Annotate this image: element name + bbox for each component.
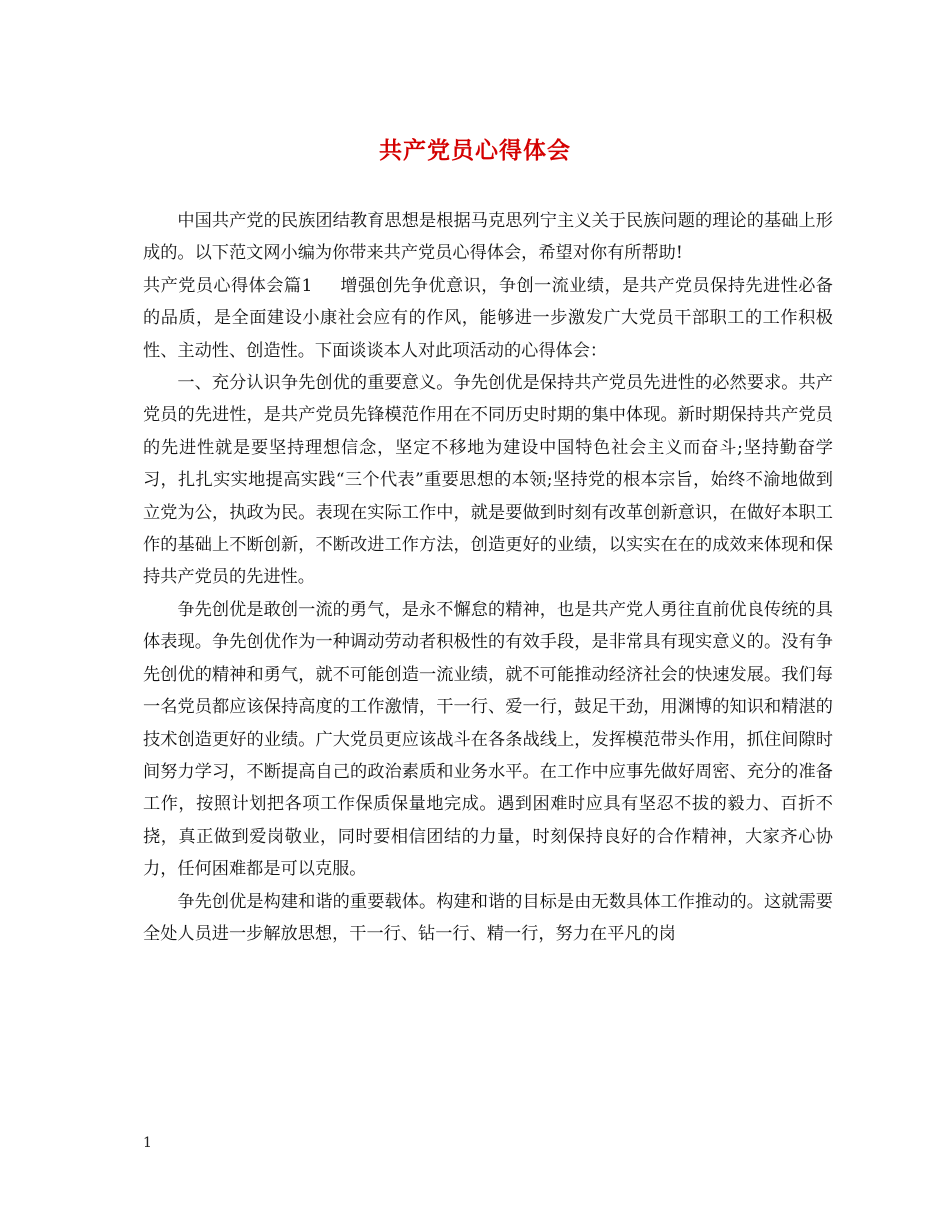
document-body [143, 205, 833, 950]
body-paragraph: 争先创优是构建和谐的重要载体。构建和谐的目标是由无数具体工作推动的。这就需要全处人员进一步解放思想，干一行、钻一行、精一行，努力在平凡的岗 [143, 891, 833, 944]
section-paragraph [143, 270, 833, 367]
section-lead-text: 增强创先争优意识，争创一流业绩，是共产党员保持先进性必备的品质，是全面建设小康社会应有的作风，能够进一步激发广大党员干部职工的工作积极性、主动性、创造性。下面谈谈本人对此项活动的心得体会： [143, 275, 833, 361]
page-number: 1 [143, 1135, 152, 1151]
document-title: 共产党员心得体会 [379, 137, 571, 164]
section-heading: 共产党员心得体会篇1 [143, 275, 313, 296]
body-paragraph: 争先创优是敢创一流的勇气，是永不懈怠的精神，也是共产党人勇往直前优良传统的具体表现。争先创优作为一种调动劳动者积极性的有效手段，是非常具有现实意义的。没有争先创优的精神和勇气，就不可能创造一流业绩，就不可能推动经济社会的快速发展。我们每一名党员都应该保持高度的工作激情，干一行、爱一行，鼓足干劲，用渊博的知识和精湛的技术创造更好的业绩。广大党员更应该战斗在各条战线上，发挥模范带头作用，抓住间隙时间努力学习，不断提高自己的政治素质和业务水平。在工作中应事先做好周密、充分的准备工作，按照计划把各项工作保质保量地完成。遇到困难时应具有坚忍不拔的毅力、百折不挠，真正做到爱岗敬业，同时要相信团结的力量，时刻保持良好的合作精神，大家齐心协力，任何困难都是可以克服。 [143, 599, 833, 880]
body-paragraph: 一、充分认识争先创优的重要意义。争先创优是保持共产党员先进性的必然要求。共产党员的先进性，是共产党员先锋模范作用在不同历史时期的集中体现。新时期保持共产党员的先进性就是要坚持理想信念，坚定不移地为建设中国特色社会主义而奋斗;坚持勤奋学习，扎扎实实地提高实践“三个代表”重要思想的本领;坚持党的根本宗旨，始终不渝地做到立党为公，执政为民。表现在实际工作中，就是要做到时刻有改革创新意识，在做好本职工作的基础上不断创新，不断改进工作方法，创造更好的业绩，以实实在在的成效来体现和保持共产党员的先进性。 [143, 373, 833, 588]
intro-paragraph: 中国共产党的民族团结教育思想是根据马克思列宁主义关于民族问题的理论的基础上形成的。以下范文网小编为你带来共产党员心得体会，希望对你有所帮助! [143, 211, 833, 264]
